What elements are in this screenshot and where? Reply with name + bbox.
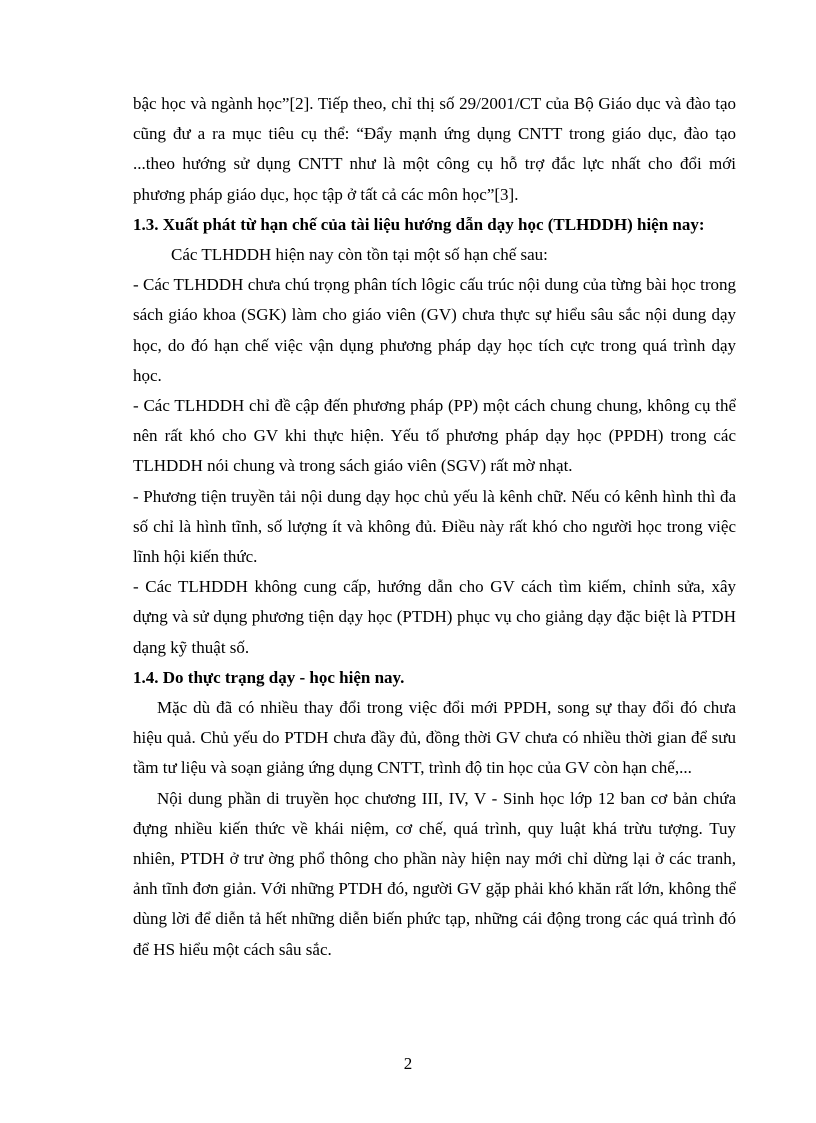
limitation-item-4: - Các TLHDDH không cung cấp, hướng dẫn cho GV cách tìm kiếm, chỉnh sửa, xây dựng và sử dụng phương tiện dạy học (PTDH) phục vụ cho giảng dạy đặc biệt là PTDH dạng kỹ thuật số. <box>133 577 736 657</box>
paragraph-genetics-content: Nội dung phần di truyền học chương III, IV, V - Sinh học lớp 12 ban cơ bản chứa đựng nhiều kiến thức về khái niệm, cơ chế, quá trình, quy luật khá trừu tượng. Tuy nhiên, PTDH ở trư ờng phổ thông cho phần này hiện nay mới chỉ dừng lại ở các tranh, ảnh tĩnh đơn giản. Với những PTDH đó, người GV gặp phải khó khăn rất lớn, không thể dùng lời để diễn tả hết những diễn biến phức tạp, những cái động trong các quá trình đó để HS hiểu một cách sâu sắc. <box>133 788 736 959</box>
section-heading-1-4: 1.4. Do thực trạng dạy - học hiện nay. <box>133 667 405 687</box>
paragraph-continuation: bậc học và ngành học”[2]. Tiếp theo, chỉ thị số 29/2001/CT của Bộ Giáo dục và đào tạo cũng đư a ra mục tiêu cụ thể: “Đẩy mạnh ứng dụng CNTT trong giáo dục, đào tạo ...theo hướng sử dụng CNTT như là một công cụ hỗ trợ đắc lực nhất cho đổi mới phương pháp giáo dục, học tập ở tất cả các môn học”[3]. <box>133 94 736 204</box>
limitation-item-1: - Các TLHDDH chưa chú trọng phân tích lôgic cấu trúc nội dung của từng bài học trong sách giáo khoa (SGK) làm cho giáo viên (GV) chưa thực sự hiểu sâu sắc nội dung dạy học, do đó hạn chế việc vận dụng phương pháp dạy học tích cực trong quá trình dạy học. <box>133 275 736 385</box>
page-body <box>133 89 736 965</box>
paragraph-current-state: Mặc dù đã có nhiều thay đổi trong việc đổi mới PPDH, song sự thay đổi đó chưa hiệu quả. Chủ yếu do PTDH chưa đầy đủ, đồng thời GV chưa có nhiều thời gian để sưu tầm tư liệu và soạn giảng ứng dụng CNTT, trình độ tin học của GV còn hạn chế,... <box>133 698 736 778</box>
limitation-item-2: - Các TLHDDH chỉ đề cập đến phương pháp (PP) một cách chung chung, không cụ thể nên rất khó cho GV khi thực hiện. Yếu tố phương pháp dạy học (PPDH) trong các TLHDDH nói chung và trong sách giáo viên (SGV) rất mờ nhạt. <box>133 396 736 476</box>
page-number: 2 <box>403 1054 413 1073</box>
limitation-item-3: - Phương tiện truyền tải nội dung dạy học chủ yếu là kênh chữ. Nếu có kênh hình thì đa số chỉ là hình tĩnh, số lượng ít và không đủ. Điều này rất khó cho người học trong việc lĩnh hội kiến thức. <box>133 486 736 567</box>
paragraph-intro-limitations: Các TLHDDH hiện nay còn tồn tại một số hạn chế sau: <box>171 245 548 265</box>
section-heading-1-3: 1.3. Xuất phát từ hạn chế của tài liệu hướng dẫn dạy học (TLHDDH) hiện nay: <box>133 214 705 234</box>
